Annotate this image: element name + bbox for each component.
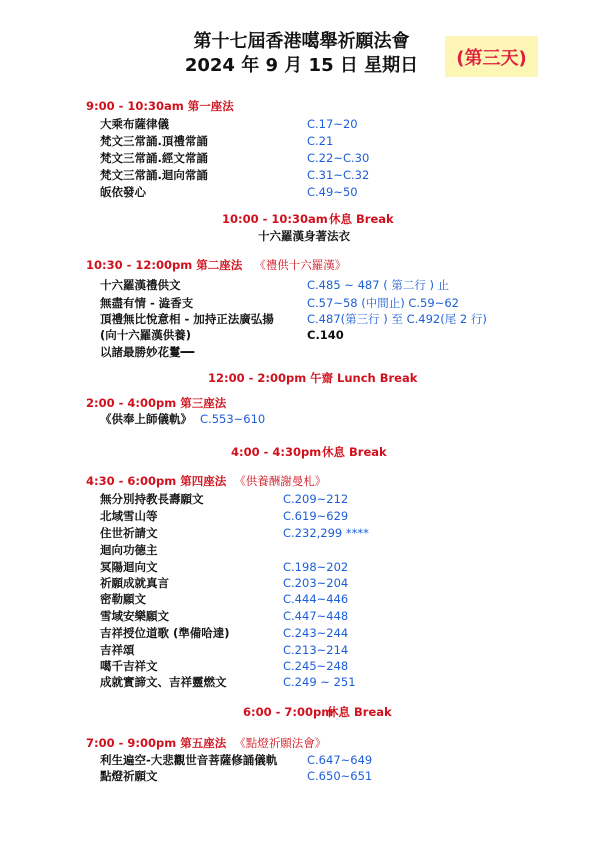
session-4-item-name: 冥陽迴向文 [100,560,158,574]
session-2-item-ref: C.140 [307,328,344,342]
session-3-heading: 2:00 - 4:00pm 第三座法 [86,396,227,410]
session-4-item-ref: C.619~629 [283,509,349,523]
session-1-item-ref: C.17~20 [307,117,358,131]
session-5-heading-time: 7:00 - 9:00pm 第五座法 [86,736,227,750]
session-2-item-name: 以諸最勝妙花鬘━━ [100,345,195,359]
session-4-item-ref: C.209~212 [283,492,349,506]
session-4-item-name: 北域雪山等 [100,509,158,523]
session-4-item-ref: C.249 ~ 251 [283,675,356,689]
session-3-item [100,411,265,427]
session-2-item-ref: C.485 ~ 487 ( 第二行 ) 止 [307,278,450,292]
session-1-item-name: 梵文三常誦.頂禮常誦 [100,134,208,148]
session-4-item-name: 吉祥授位道歌 (準備哈達) [100,626,230,640]
session-4-item-ref: C.444~446 [283,592,349,606]
break-1-label: 休息 Break [329,212,394,226]
session-4-item-ref: C.203~204 [283,576,349,590]
session-4-item-ref: C.232,299 **** [283,526,369,540]
session-2-heading-time: 10:30 - 12:00pm 第二座法 [86,258,243,272]
session-1-item-ref: C.22~C.30 [307,151,370,165]
session-4-item-ref: C.245~248 [283,659,349,673]
session-2-item-ref: C.487(第三行 ) 至 C.492(尾 2 行) [307,312,487,326]
session-2-heading [86,257,346,273]
session-2-item-name: 十六羅漢禮供文 [100,278,181,292]
break-4-label: 休息 Break [327,705,392,719]
break-1-note: 十六羅漢身著法衣 [258,229,350,243]
day-badge: (第三天) [445,36,538,77]
session-4-item-ref: C.447~448 [283,609,349,623]
session-4-item-name: 住世祈請文 [100,526,158,540]
session-4-item-name: 吉祥頌 [100,643,135,657]
session-2-heading-subtitle: 《禮供十六羅漢》 [254,258,347,272]
session-4-heading-subtitle: 《供養酬謝曼札》 [234,474,327,488]
session-5-heading [86,735,326,751]
session-4-item-name: 迴向功德主 [100,543,158,557]
session-4-item-name: 成就實諦文、吉祥靈燃文 [100,675,227,689]
session-1-item-name: 皈依發心 [100,185,146,199]
break-2-label: 午齋 Lunch Break [310,371,418,385]
session-1-item-name: 大乘布薩律儀 [100,117,169,131]
session-1-heading: 9:00 - 10:30am 第一座法 [86,99,234,113]
session-4-heading [86,473,326,489]
session-5-item-ref: C.647~649 [307,753,373,767]
session-4-item-name: 祈願成就真言 [100,576,169,590]
session-3-item-ref: C.553~610 [200,412,266,426]
session-4-item-name: 噶千吉祥文 [100,659,158,673]
break-4-time: 6:00 - 7:00pm [243,705,334,719]
session-4-item-name: 無分別持教長壽願文 [100,492,204,506]
session-2-item-name: 無盡有情 - 澁香支 [100,296,194,310]
session-2-item-name: 頂禮無比悅意相 - 加持正法廣弘揚 [100,312,274,326]
session-3-item-name: 《供奉上師儀軌》 [100,412,192,426]
session-1-item-ref: C.21 [307,134,334,148]
session-1-item-ref: C.31~C.32 [307,168,370,182]
break-3-time: 4:00 - 4:30pm [231,445,322,459]
page-title: 第十七屆香港噶舉祈願法會 [193,31,410,52]
page-date: 2024 年 9 月 15 日 星期日 [184,55,419,76]
session-2-item-ref: C.57~58 (中間止) C.59~62 [307,296,459,310]
session-4-item-ref: C.213~214 [283,643,349,657]
session-5-item-name: 利生遍空-大悲觀世音菩薩修誦儀軌 [100,753,278,767]
break-3-label: 休息 Break [322,445,387,459]
session-1-item-ref: C.49~50 [307,185,358,199]
session-5-item-ref: C.650~651 [307,769,373,783]
session-4-item-ref: C.198~202 [283,560,349,574]
session-4-item-name: 密勒願文 [100,592,146,606]
session-5-item-name: 點燈祈願文 [100,769,158,783]
session-1-item-name: 梵文三常誦.迴向常誦 [100,168,208,182]
break-2-time: 12:00 - 2:00pm [208,371,307,385]
session-4-heading-time: 4:30 - 6:00pm 第四座法 [86,474,227,488]
break-1-time: 10:00 - 10:30am [222,212,328,226]
session-2-item-name: (向十六羅漢供養) [100,328,192,342]
session-4-item-ref: C.243~244 [283,626,349,640]
session-5-heading-subtitle: 《點燈祈願法會》 [234,736,327,750]
session-1-item-name: 梵文三常誦.經文常誦 [100,151,208,165]
session-4-item-name: 雪域安樂願文 [100,609,169,623]
